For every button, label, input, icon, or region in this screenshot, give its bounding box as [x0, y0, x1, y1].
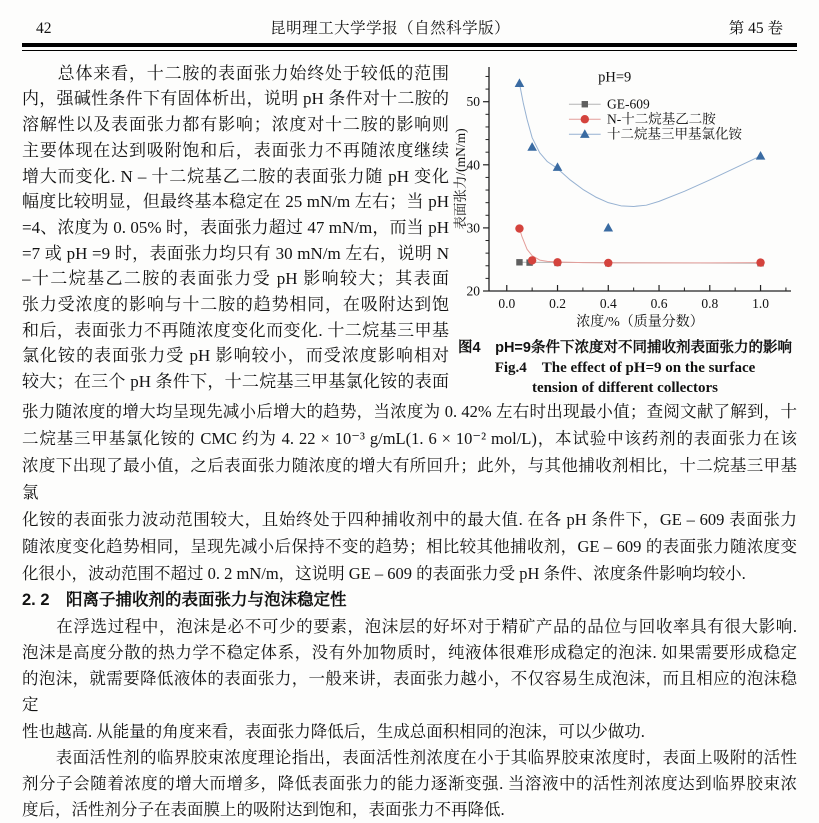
text-line: 化铵的表面张力波动范围较大，且始终处于四种捕收剂中的最大值. 在各 pH 条件下，GE – 609 表面张力 — [22, 509, 797, 529]
text-line: =7 或 pH =9 时，表面张力均只有 30 mN/m 左右，说明 N — [22, 243, 449, 263]
svg-text:GE-609: GE-609 — [607, 96, 650, 112]
figure-caption-zh: 图4 pH=9条件下浓度对不同捕收剂表面张力的影响 — [458, 339, 792, 356]
svg-text:0.8: 0.8 — [701, 295, 719, 311]
text-line: 内，强碱性条件下有固体析出，说明 pH 条件对十二胺的 — [22, 89, 449, 109]
text-line: 张力随浓度的增大均呈现先减小后增大的趋势，当浓度为 0. 42% 左右时出现最小值；查阅文献了解到，十 — [22, 401, 797, 421]
text-line: 泡沫是高度分散的热力学不稳定体系，没有外加物质时，纯液体很难形成稳定的泡沫. 如果需要形成稳定 — [22, 642, 797, 662]
text-line: 化很小，波动范围不超过 0. 2 mN/m，这说明 GE – 609 的表面张力受 pH 条件、浓度条件影响均较小. — [22, 563, 746, 583]
text-line: 主要体现在达到吸附饱和后，表面张力不再随浓度继续 — [22, 140, 449, 160]
svg-text:浓度/%（质量分数）: 浓度/%（质量分数） — [576, 314, 704, 329]
svg-text:40: 40 — [466, 156, 480, 172]
svg-text:50: 50 — [466, 93, 480, 109]
page-header — [22, 16, 797, 38]
journal-title: 昆明理工大学学报（自然科学版） — [270, 20, 511, 37]
svg-text:30: 30 — [466, 220, 480, 236]
figure-caption-en-line1: Fig.4 The effect of pH=9 on the surface — [494, 359, 756, 376]
text-line: 增大而变化. N – 十二烷基乙二胺的表面张力随 pH 变化 — [22, 166, 449, 186]
body-text-full-width — [22, 398, 797, 587]
svg-text:0.4: 0.4 — [599, 295, 617, 311]
svg-text:十二烷基三甲基氯化铵: 十二烷基三甲基氯化铵 — [607, 126, 743, 142]
svg-text:20: 20 — [466, 283, 480, 299]
text-line: =4、浓度为 0. 05% 时，表面张力超过 47 mN/m，而当 pH — [22, 217, 449, 237]
text-line: 二烷基三甲基氯化铵的 CMC 约为 4. 22 × 10⁻³ g/mL(1. 6 × 10⁻² mol/L)，本试验中该药剂的表面张力在该 — [22, 428, 797, 448]
text-line: 总体来看，十二胺的表面张力始终处于较低的范围 — [22, 63, 449, 83]
figure-4 — [453, 61, 797, 398]
body-text-left-column — [22, 61, 449, 398]
text-line: 的泡沫，就需要降低液体的表面张力，一般来讲，表面张力越小，不仅容易生成泡沫，而且相应的泡沫稳定 — [22, 669, 797, 715]
volume-label: 第 45 卷 — [728, 20, 783, 37]
text-line: 和后，表面张力不再随浓度变化而变化. 十二烷基三甲基 — [22, 320, 449, 340]
svg-text:0.0: 0.0 — [498, 295, 516, 311]
text-line: 溶解性以及表面张力都有影响；浓度对十二胺的影响则 — [22, 115, 449, 135]
svg-text:表面张力/(mN/m): 表面张力/(mN/m) — [453, 128, 468, 230]
header-rule-thick — [22, 43, 797, 47]
text-line: 表面活性剂的临界胶束浓度理论指出，表面活性剂浓度在小于其临界胶束浓度时，表面上吸附的活性 — [22, 747, 797, 767]
paragraph-foam-stability — [22, 614, 797, 745]
text-line: 较大；在三个 pH 条件下，十二烷基三甲基氯化铵的表面 — [22, 372, 449, 392]
text-line: 度后，活性剂分子在表面膜上的吸附达到饱和，表面张力不再降低. — [22, 800, 505, 820]
two-column-region — [22, 61, 797, 398]
section-heading-2-2: 2. 2 阳离子捕收剂的表面张力与泡沫稳定性 — [22, 590, 347, 609]
header-rule-thin — [22, 50, 797, 51]
text-line: 浓度下出现了最小值，之后表面张力随浓度的增大有所回升；此外，与其他捕收剂相比，十二烷基三甲基氯 — [22, 455, 797, 502]
surface-tension-chart — [453, 61, 797, 329]
text-line: 随浓度变化趋势相同，呈现先减小后保持不变的趋势；相比较其他捕收剂，GE – 609 的表面张力随浓度变 — [22, 536, 797, 556]
text-line: 性也越高. 从能量的角度来看，表面张力降低后，生成总面积相同的泡沫，可以少做功. — [22, 721, 645, 741]
figure-column — [449, 61, 797, 398]
paragraph-cmc-theory — [22, 745, 797, 823]
text-line: –十二烷基乙二胺的表面张力受 pH 影响较大；其表面 — [22, 269, 449, 289]
svg-text:N-十二烷基乙二胺: N-十二烷基乙二胺 — [607, 111, 716, 127]
figure-caption-en-line2: tension of different collectors — [532, 379, 718, 396]
text-line: 张力受浓度的影响与十二胺的趋势相同，在吸附达到饱 — [22, 295, 449, 315]
svg-text:0.2: 0.2 — [549, 295, 566, 311]
svg-text:0.6: 0.6 — [650, 295, 668, 311]
page-number: 42 — [36, 20, 52, 37]
text-line: 幅度比较明显，但最终基本稳定在 25 mN/m 左右；当 pH — [22, 192, 449, 212]
text-line: 在浮选过程中，泡沫是必不可少的要素，泡沫层的好坏对于精矿产品的品位与回收率具有很大影响. — [22, 616, 797, 636]
text-line: 氯化铵的表面张力受 pH 影响较小，而受浓度影响相对 — [22, 346, 449, 366]
svg-text:1.0: 1.0 — [752, 295, 769, 311]
figure-caption — [453, 338, 797, 398]
svg-text:pH=9: pH=9 — [598, 69, 632, 86]
text-line: 剂分子会随着浓度的增大而增多，降低表面张力的能力逐渐变强. 当溶液中的活性剂浓度达到临界胶束浓 — [22, 773, 797, 793]
